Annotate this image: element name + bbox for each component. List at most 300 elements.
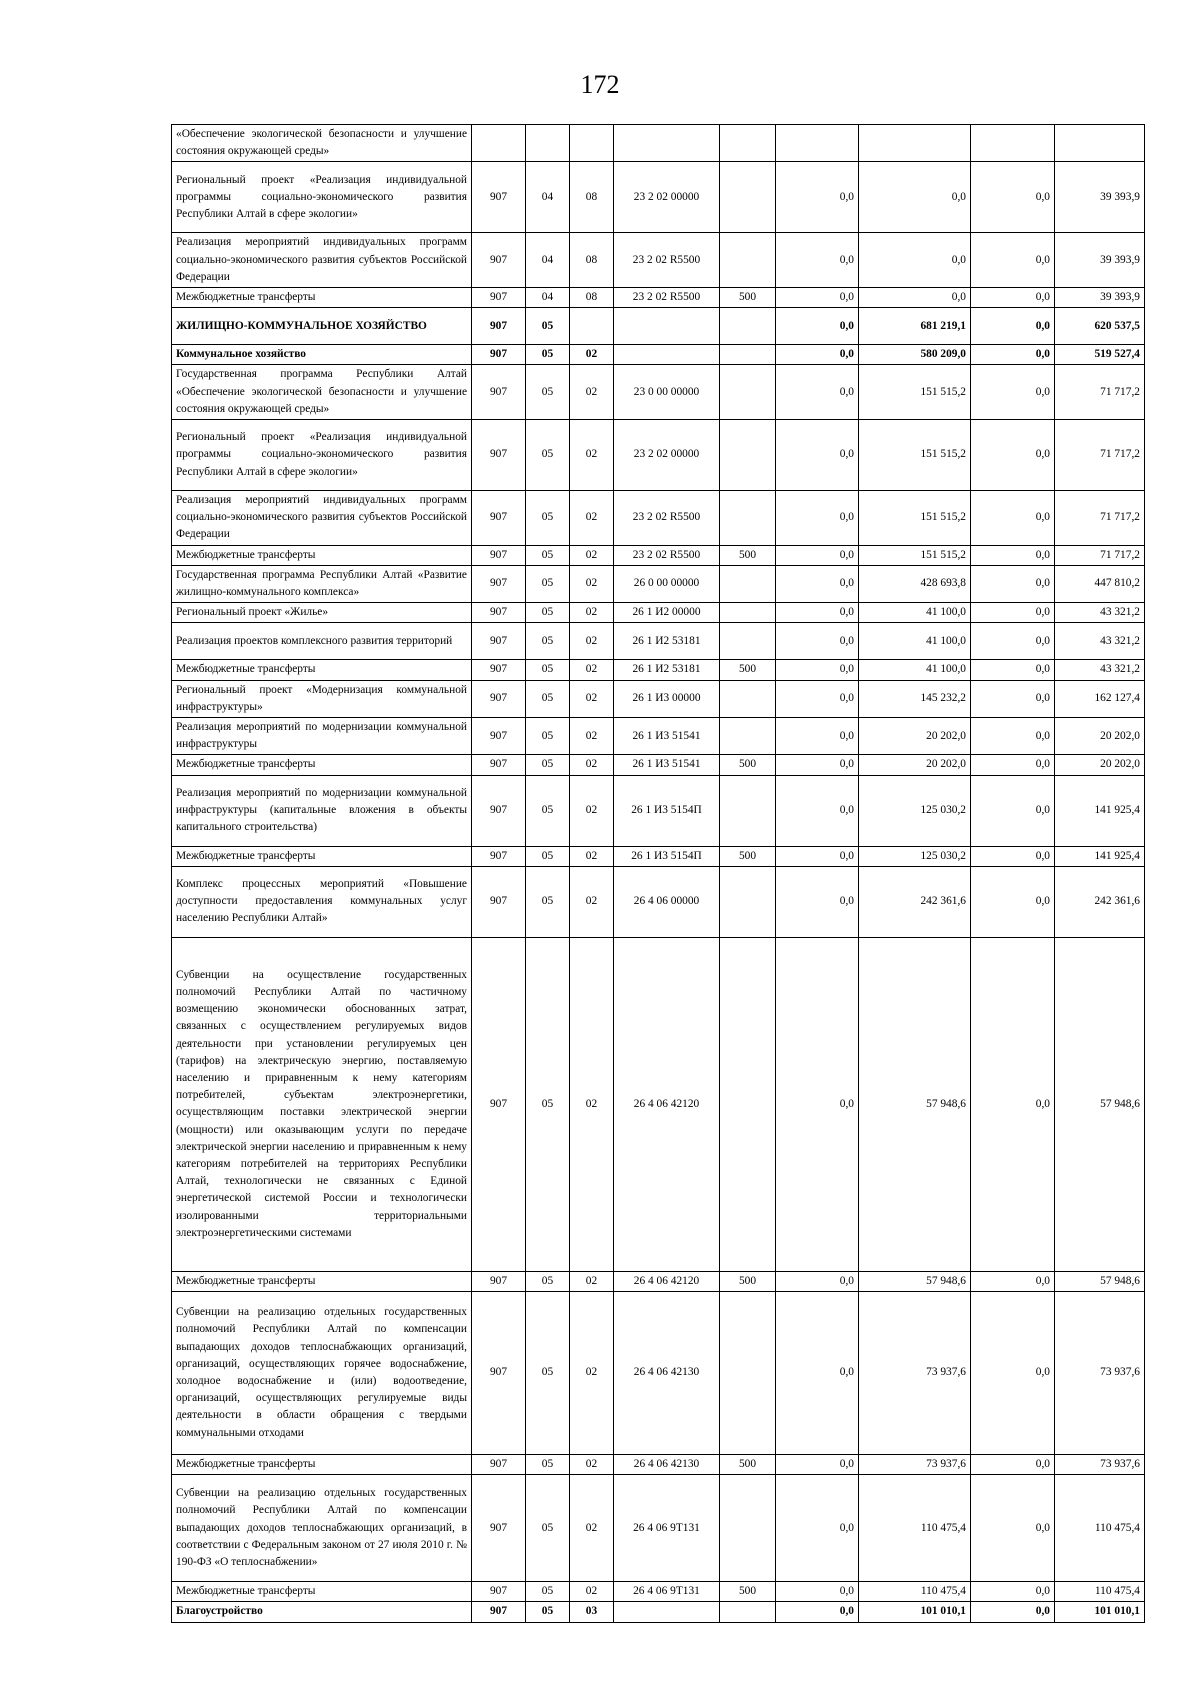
subsection-cell: 02 — [570, 937, 614, 1271]
name-cell: Региональный проект «Реализация индивидуальной программы социально-экономического развития Республики Алтай в сфере экологии» — [172, 420, 472, 491]
amount-cell: 151 515,2 — [859, 491, 971, 546]
admin-code-cell: 907 — [472, 233, 526, 288]
table-row — [172, 233, 1145, 288]
target-item-cell: 26 4 06 42130 — [614, 1292, 720, 1455]
table-row — [172, 775, 1145, 846]
table-row — [172, 1292, 1145, 1455]
amount-cell: 0,0 — [776, 288, 859, 308]
amount-cell: 242 361,6 — [859, 866, 971, 937]
target-item-cell: 26 1 И3 51541 — [614, 718, 720, 755]
section-cell: 05 — [526, 1271, 570, 1291]
target-item-cell: 23 2 02 R5500 — [614, 491, 720, 546]
target-item-cell — [614, 345, 720, 365]
table-row — [172, 937, 1145, 1271]
amount-cell: 39 393,9 — [1055, 233, 1145, 288]
section-cell: 05 — [526, 1582, 570, 1602]
amount-cell: 0,0 — [971, 365, 1055, 420]
name-cell: Реализация проектов комплексного развития территорий — [172, 623, 472, 660]
amount-cell: 580 209,0 — [859, 345, 971, 365]
amount-cell: 447 810,2 — [1055, 565, 1145, 602]
amount-cell: 20 202,0 — [859, 718, 971, 755]
amount-cell: 0,0 — [776, 680, 859, 717]
amount-cell: 151 515,2 — [859, 420, 971, 491]
amount-cell: 0,0 — [971, 680, 1055, 717]
target-item-cell: 26 1 И3 5154П — [614, 775, 720, 846]
target-item-cell: 26 1 И2 53181 — [614, 623, 720, 660]
amount-cell: 0,0 — [776, 565, 859, 602]
admin-code-cell: 907 — [472, 623, 526, 660]
name-cell: Региональный проект «Жилье» — [172, 603, 472, 623]
admin-code-cell: 907 — [472, 755, 526, 775]
amount-cell: 0,0 — [776, 491, 859, 546]
amount-cell: 0,0 — [776, 308, 859, 345]
name-cell: Государственная программа Республики Алтай «Обеспечение экологической безопасности и улучшение состояния окружающей среды» — [172, 365, 472, 420]
table-row — [172, 1475, 1145, 1582]
name-cell: Региональный проект «Модернизация коммунальной инфраструктуры» — [172, 680, 472, 717]
amount-cell: 0,0 — [971, 660, 1055, 680]
amount-cell: 0,0 — [859, 233, 971, 288]
admin-code-cell: 907 — [472, 866, 526, 937]
expense-type-cell — [720, 233, 776, 288]
expense-type-cell — [720, 308, 776, 345]
expense-type-cell — [720, 623, 776, 660]
amount-cell: 0,0 — [776, 365, 859, 420]
amount-cell: 0,0 — [776, 345, 859, 365]
amount-cell: 0,0 — [971, 846, 1055, 866]
amount-cell: 20 202,0 — [1055, 755, 1145, 775]
expense-type-cell: 500 — [720, 545, 776, 565]
amount-cell: 0,0 — [971, 288, 1055, 308]
table-row — [172, 1271, 1145, 1291]
subsection-cell: 02 — [570, 491, 614, 546]
amount-cell: 125 030,2 — [859, 846, 971, 866]
admin-code-cell: 907 — [472, 937, 526, 1271]
amount-cell: 0,0 — [971, 345, 1055, 365]
amount-cell — [1055, 125, 1145, 162]
expense-type-cell — [720, 680, 776, 717]
table-row — [172, 660, 1145, 680]
subsection-cell: 02 — [570, 866, 614, 937]
amount-cell: 0,0 — [776, 233, 859, 288]
target-item-cell: 23 2 02 R5500 — [614, 288, 720, 308]
amount-cell: 0,0 — [971, 866, 1055, 937]
target-item-cell: 26 4 06 00000 — [614, 866, 720, 937]
admin-code-cell: 907 — [472, 660, 526, 680]
amount-cell: 20 202,0 — [1055, 718, 1145, 755]
table-row — [172, 162, 1145, 233]
admin-code-cell: 907 — [472, 718, 526, 755]
expense-type-cell — [720, 125, 776, 162]
expense-type-cell — [720, 937, 776, 1271]
amount-cell: 57 948,6 — [859, 937, 971, 1271]
admin-code-cell: 907 — [472, 308, 526, 345]
expense-type-cell: 500 — [720, 846, 776, 866]
amount-cell: 57 948,6 — [859, 1271, 971, 1291]
table-row — [172, 565, 1145, 602]
name-cell: Межбюджетные трансферты — [172, 288, 472, 308]
expense-type-cell: 500 — [720, 1271, 776, 1291]
amount-cell: 71 717,2 — [1055, 545, 1145, 565]
amount-cell: 71 717,2 — [1055, 365, 1145, 420]
table-row — [172, 125, 1145, 162]
name-cell: Межбюджетные трансферты — [172, 545, 472, 565]
target-item-cell: 23 2 02 R5500 — [614, 233, 720, 288]
name-cell: Реализация мероприятий индивидуальных программ социально-экономического развития субъектов Российской Федерации — [172, 233, 472, 288]
amount-cell: 0,0 — [971, 1582, 1055, 1602]
amount-cell: 73 937,6 — [1055, 1292, 1145, 1455]
target-item-cell: 26 1 И3 5154П — [614, 846, 720, 866]
admin-code-cell: 907 — [472, 846, 526, 866]
admin-code-cell: 907 — [472, 1475, 526, 1582]
amount-cell: 0,0 — [971, 1292, 1055, 1455]
name-cell: Реализация мероприятий по модернизации коммунальной инфраструктуры — [172, 718, 472, 755]
subsection-cell: 08 — [570, 288, 614, 308]
expense-type-cell — [720, 420, 776, 491]
table-row — [172, 846, 1145, 866]
admin-code-cell: 907 — [472, 288, 526, 308]
target-item-cell: 26 0 00 00000 — [614, 565, 720, 602]
amount-cell: 57 948,6 — [1055, 1271, 1145, 1291]
amount-cell: 110 475,4 — [859, 1582, 971, 1602]
subsection-cell: 02 — [570, 420, 614, 491]
subsection-cell: 02 — [570, 345, 614, 365]
admin-code-cell: 907 — [472, 1582, 526, 1602]
name-cell: Межбюджетные трансферты — [172, 1455, 472, 1475]
name-cell: Межбюджетные трансферты — [172, 846, 472, 866]
amount-cell: 141 925,4 — [1055, 775, 1145, 846]
amount-cell: 0,0 — [971, 233, 1055, 288]
amount-cell: 0,0 — [776, 775, 859, 846]
subsection-cell: 02 — [570, 603, 614, 623]
amount-cell: 0,0 — [971, 775, 1055, 846]
target-item-cell: 23 2 02 00000 — [614, 420, 720, 491]
expense-type-cell — [720, 565, 776, 602]
subsection-cell — [570, 308, 614, 345]
admin-code-cell: 907 — [472, 1602, 526, 1622]
section-cell: 05 — [526, 660, 570, 680]
amount-cell: 141 925,4 — [1055, 846, 1145, 866]
amount-cell: 43 321,2 — [1055, 623, 1145, 660]
subsection-cell — [570, 125, 614, 162]
subsection-cell: 02 — [570, 365, 614, 420]
section-cell: 05 — [526, 775, 570, 846]
amount-cell: 39 393,9 — [1055, 288, 1145, 308]
admin-code-cell: 907 — [472, 1271, 526, 1291]
expense-type-cell — [720, 162, 776, 233]
subsection-cell: 02 — [570, 565, 614, 602]
table-row — [172, 623, 1145, 660]
amount-cell: 43 321,2 — [1055, 603, 1145, 623]
admin-code-cell — [472, 125, 526, 162]
admin-code-cell: 907 — [472, 545, 526, 565]
amount-cell: 0,0 — [971, 1475, 1055, 1582]
section-cell: 05 — [526, 545, 570, 565]
name-cell: Коммунальное хозяйство — [172, 345, 472, 365]
amount-cell: 145 232,2 — [859, 680, 971, 717]
expense-type-cell — [720, 491, 776, 546]
target-item-cell: 26 4 06 42130 — [614, 1455, 720, 1475]
amount-cell: 0,0 — [776, 162, 859, 233]
table-row — [172, 755, 1145, 775]
amount-cell: 519 527,4 — [1055, 345, 1145, 365]
amount-cell: 41 100,0 — [859, 603, 971, 623]
section-cell: 05 — [526, 1602, 570, 1622]
amount-cell: 0,0 — [859, 288, 971, 308]
table-row — [172, 1602, 1145, 1622]
name-cell: Субвенции на реализацию отдельных государственных полномочий Республики Алтай по компенсации выпадающих доходов теплоснабжающих организаций, организаций, осуществляющих горячее водоснабжение, холодное водоснабжение и (или) водоотведение, организаций, осуществляющих регулируемые виды деятельности в области обращения с твердыми коммунальными отходами — [172, 1292, 472, 1455]
admin-code-cell: 907 — [472, 775, 526, 846]
name-cell: Региональный проект «Реализация индивидуальной программы социально-экономического развития Республики Алтай в сфере экологии» — [172, 162, 472, 233]
section-cell: 05 — [526, 623, 570, 660]
amount-cell: 0,0 — [776, 545, 859, 565]
amount-cell: 0,0 — [776, 1455, 859, 1475]
subsection-cell: 02 — [570, 775, 614, 846]
section-cell: 05 — [526, 345, 570, 365]
amount-cell: 0,0 — [776, 755, 859, 775]
section-cell: 05 — [526, 866, 570, 937]
amount-cell: 73 937,6 — [859, 1455, 971, 1475]
section-cell: 05 — [526, 365, 570, 420]
name-cell: Межбюджетные трансферты — [172, 1582, 472, 1602]
section-cell: 05 — [526, 491, 570, 546]
subsection-cell: 02 — [570, 660, 614, 680]
section-cell: 05 — [526, 420, 570, 491]
amount-cell: 110 475,4 — [1055, 1475, 1145, 1582]
table-row — [172, 1582, 1145, 1602]
section-cell: 05 — [526, 1455, 570, 1475]
table-row — [172, 603, 1145, 623]
table-row — [172, 680, 1145, 717]
expense-type-cell: 500 — [720, 1582, 776, 1602]
expense-type-cell — [720, 345, 776, 365]
target-item-cell: 26 4 06 42120 — [614, 937, 720, 1271]
admin-code-cell: 907 — [472, 491, 526, 546]
target-item-cell — [614, 125, 720, 162]
section-cell: 04 — [526, 288, 570, 308]
budget-table — [171, 124, 1145, 1623]
amount-cell: 0,0 — [971, 937, 1055, 1271]
amount-cell: 0,0 — [971, 420, 1055, 491]
section-cell — [526, 125, 570, 162]
amount-cell: 0,0 — [971, 1602, 1055, 1622]
section-cell: 05 — [526, 755, 570, 775]
name-cell: Благоустройство — [172, 1602, 472, 1622]
section-cell: 05 — [526, 1475, 570, 1582]
subsection-cell: 08 — [570, 233, 614, 288]
expense-type-cell — [720, 365, 776, 420]
amount-cell: 0,0 — [776, 660, 859, 680]
subsection-cell: 02 — [570, 846, 614, 866]
target-item-cell: 26 4 06 9Т131 — [614, 1475, 720, 1582]
section-cell: 05 — [526, 603, 570, 623]
expense-type-cell — [720, 866, 776, 937]
subsection-cell: 03 — [570, 1602, 614, 1622]
target-item-cell: 23 0 00 00000 — [614, 365, 720, 420]
amount-cell: 57 948,6 — [1055, 937, 1145, 1271]
amount-cell: 0,0 — [859, 162, 971, 233]
subsection-cell: 02 — [570, 1475, 614, 1582]
table-row — [172, 420, 1145, 491]
table-row — [172, 866, 1145, 937]
amount-cell: 0,0 — [776, 623, 859, 660]
name-cell: Межбюджетные трансферты — [172, 1271, 472, 1291]
name-cell: ЖИЛИЩНО-КОММУНАЛЬНОЕ ХОЗЯЙСТВО — [172, 308, 472, 345]
amount-cell: 110 475,4 — [859, 1475, 971, 1582]
amount-cell: 0,0 — [776, 1602, 859, 1622]
name-cell: Государственная программа Республики Алтай «Развитие жилищно-коммунального комплекса» — [172, 565, 472, 602]
expense-type-cell — [720, 1475, 776, 1582]
section-cell: 05 — [526, 937, 570, 1271]
expense-type-cell: 500 — [720, 288, 776, 308]
amount-cell: 101 010,1 — [1055, 1602, 1145, 1622]
name-cell: Межбюджетные трансферты — [172, 660, 472, 680]
target-item-cell — [614, 308, 720, 345]
amount-cell: 0,0 — [971, 545, 1055, 565]
admin-code-cell: 907 — [472, 365, 526, 420]
expense-type-cell — [720, 603, 776, 623]
name-cell: Субвенции на реализацию отдельных государственных полномочий Республики Алтай по компенсации выпадающих доходов теплоснабжающих организаций, в соответствии с Федеральным законом от 27 июля 2010 г. № 190-ФЗ «О теплоснабжении» — [172, 1475, 472, 1582]
section-cell: 04 — [526, 162, 570, 233]
amount-cell: 41 100,0 — [859, 660, 971, 680]
table-row — [172, 545, 1145, 565]
section-cell: 05 — [526, 1292, 570, 1455]
expense-type-cell: 500 — [720, 660, 776, 680]
amount-cell: 43 321,2 — [1055, 660, 1145, 680]
admin-code-cell: 907 — [472, 1455, 526, 1475]
target-item-cell: 26 1 И3 51541 — [614, 755, 720, 775]
section-cell: 05 — [526, 680, 570, 717]
amount-cell: 101 010,1 — [859, 1602, 971, 1622]
subsection-cell: 02 — [570, 755, 614, 775]
table-row — [172, 718, 1145, 755]
amount-cell: 681 219,1 — [859, 308, 971, 345]
amount-cell: 0,0 — [971, 308, 1055, 345]
amount-cell: 0,0 — [776, 1582, 859, 1602]
amount-cell: 20 202,0 — [859, 755, 971, 775]
amount-cell: 110 475,4 — [1055, 1582, 1145, 1602]
section-cell: 05 — [526, 565, 570, 602]
amount-cell: 620 537,5 — [1055, 308, 1145, 345]
amount-cell: 0,0 — [971, 755, 1055, 775]
subsection-cell: 02 — [570, 1582, 614, 1602]
subsection-cell: 08 — [570, 162, 614, 233]
amount-cell: 151 515,2 — [859, 545, 971, 565]
target-item-cell: 26 1 И3 00000 — [614, 680, 720, 717]
name-cell: Реализация мероприятий индивидуальных программ социально-экономического развития субъектов Российской Федерации — [172, 491, 472, 546]
amount-cell: 0,0 — [971, 162, 1055, 233]
amount-cell: 0,0 — [776, 937, 859, 1271]
amount-cell: 0,0 — [776, 420, 859, 491]
amount-cell: 0,0 — [971, 1271, 1055, 1291]
name-cell: Реализация мероприятий по модернизации коммунальной инфраструктуры (капитальные вложения в объекты капитального строительства) — [172, 775, 472, 846]
amount-cell — [859, 125, 971, 162]
target-item-cell: 26 4 06 9Т131 — [614, 1582, 720, 1602]
admin-code-cell: 907 — [472, 680, 526, 717]
expense-type-cell — [720, 1292, 776, 1455]
amount-cell: 0,0 — [776, 603, 859, 623]
admin-code-cell: 907 — [472, 565, 526, 602]
amount-cell: 73 937,6 — [1055, 1455, 1145, 1475]
amount-cell: 0,0 — [971, 1455, 1055, 1475]
page-number: 172 — [580, 70, 620, 99]
target-item-cell — [614, 1602, 720, 1622]
subsection-cell: 02 — [570, 545, 614, 565]
target-item-cell: 26 1 И2 53181 — [614, 660, 720, 680]
target-item-cell: 26 1 И2 00000 — [614, 603, 720, 623]
amount-cell: 39 393,9 — [1055, 162, 1145, 233]
expense-type-cell: 500 — [720, 1455, 776, 1475]
table-body — [172, 125, 1145, 1623]
amount-cell: 0,0 — [776, 1475, 859, 1582]
expense-type-cell — [720, 1602, 776, 1622]
amount-cell: 0,0 — [971, 603, 1055, 623]
subsection-cell: 02 — [570, 1271, 614, 1291]
admin-code-cell: 907 — [472, 162, 526, 233]
amount-cell: 0,0 — [776, 718, 859, 755]
subsection-cell: 02 — [570, 680, 614, 717]
name-cell: «Обеспечение экологической безопасности и улучшение состояния окружающей среды» — [172, 125, 472, 162]
subsection-cell: 02 — [570, 718, 614, 755]
amount-cell: 41 100,0 — [859, 623, 971, 660]
admin-code-cell: 907 — [472, 1292, 526, 1455]
subsection-cell: 02 — [570, 1292, 614, 1455]
amount-cell: 428 693,8 — [859, 565, 971, 602]
amount-cell: 162 127,4 — [1055, 680, 1145, 717]
amount-cell: 242 361,6 — [1055, 866, 1145, 937]
amount-cell: 151 515,2 — [859, 365, 971, 420]
amount-cell: 0,0 — [971, 565, 1055, 602]
target-item-cell: 23 2 02 00000 — [614, 162, 720, 233]
table-row — [172, 491, 1145, 546]
amount-cell: 0,0 — [971, 623, 1055, 660]
amount-cell: 73 937,6 — [859, 1292, 971, 1455]
amount-cell: 0,0 — [971, 491, 1055, 546]
name-cell: Комплекс процессных мероприятий «Повышение доступности предоставления коммунальных услуг населению Республики Алтай» — [172, 866, 472, 937]
table-row — [172, 1455, 1145, 1475]
expense-type-cell — [720, 775, 776, 846]
section-cell: 05 — [526, 846, 570, 866]
target-item-cell: 23 2 02 R5500 — [614, 545, 720, 565]
subsection-cell: 02 — [570, 1455, 614, 1475]
name-cell: Межбюджетные трансферты — [172, 755, 472, 775]
section-cell: 05 — [526, 718, 570, 755]
amount-cell: 125 030,2 — [859, 775, 971, 846]
table-row — [172, 345, 1145, 365]
section-cell: 05 — [526, 308, 570, 345]
table-row — [172, 288, 1145, 308]
expense-type-cell: 500 — [720, 755, 776, 775]
amount-cell: 0,0 — [776, 846, 859, 866]
amount-cell: 0,0 — [971, 718, 1055, 755]
amount-cell — [776, 125, 859, 162]
target-item-cell: 26 4 06 42120 — [614, 1271, 720, 1291]
amount-cell: 0,0 — [776, 866, 859, 937]
subsection-cell: 02 — [570, 623, 614, 660]
table-row — [172, 308, 1145, 345]
name-cell: Субвенции на осуществление государственных полномочий Республики Алтай по частичному возмещению экономически обоснованных затрат, связанных с осуществлением регулируемых видов деятельности при установлении регулируемых цен (тарифов) на электрическую энергию, поставляемую населению и приравненным к нему категориям потребителей, субъектам электроэнергетики, осуществляющим поставки электрической энергии (мощности) или оказывающим услуги по передаче электрической энергии населению и приравненным к нему категориям потребителей на территориях Республики Алтай, технологически не связанных с Единой энергетической системой России и технологически изолированными территориальными электроэнергетическими системами — [172, 937, 472, 1271]
expense-type-cell — [720, 718, 776, 755]
section-cell: 04 — [526, 233, 570, 288]
amount-cell: 71 717,2 — [1055, 491, 1145, 546]
table-row — [172, 365, 1145, 420]
admin-code-cell: 907 — [472, 345, 526, 365]
admin-code-cell: 907 — [472, 603, 526, 623]
amount-cell: 0,0 — [776, 1271, 859, 1291]
amount-cell: 0,0 — [776, 1292, 859, 1455]
amount-cell — [971, 125, 1055, 162]
amount-cell: 71 717,2 — [1055, 420, 1145, 491]
admin-code-cell: 907 — [472, 420, 526, 491]
